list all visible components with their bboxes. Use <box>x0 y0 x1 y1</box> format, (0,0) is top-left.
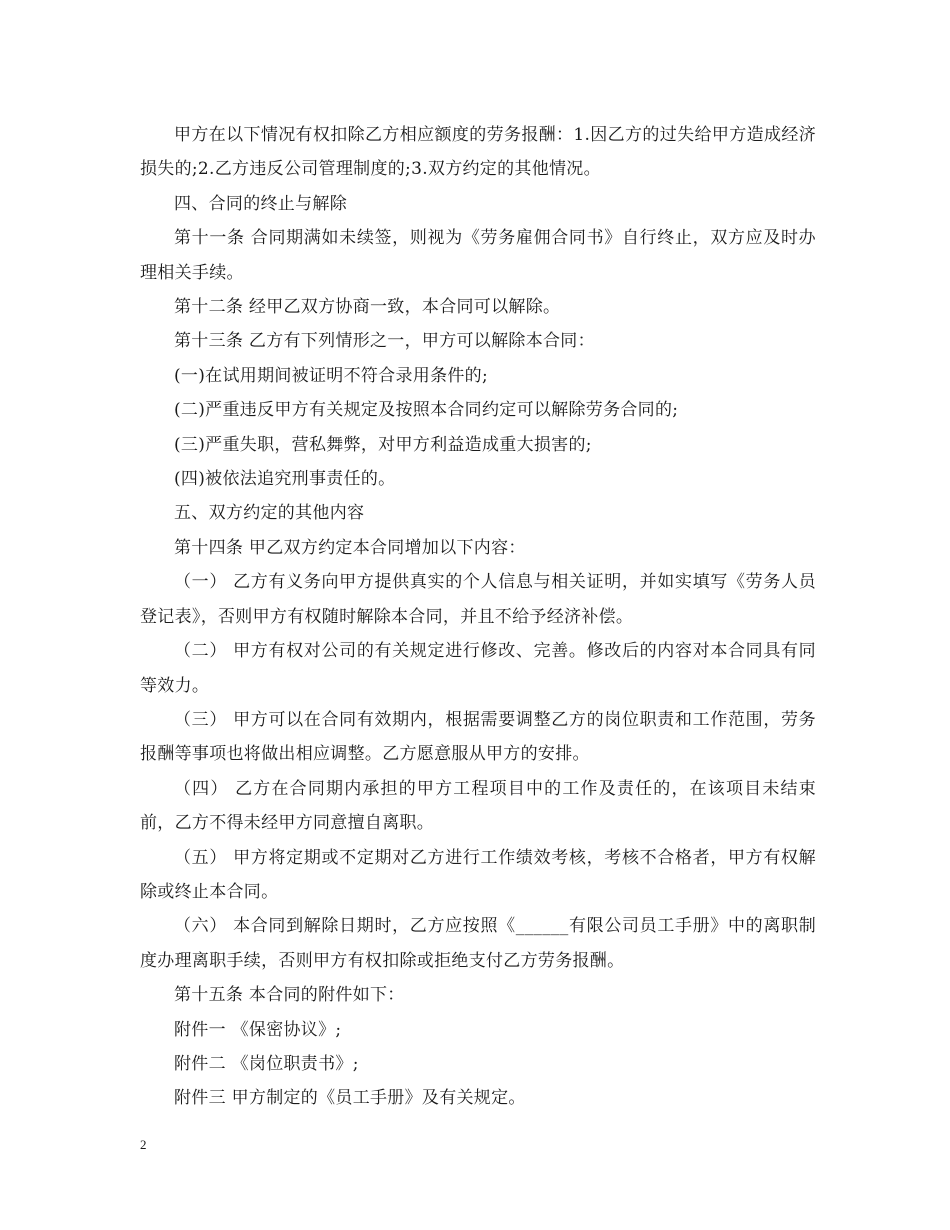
article-13-item-2: (二)严重违反甲方有关规定及按照本合同约定可以解除劳务合同的; <box>174 400 679 421</box>
article-14-item-1: （一） 乙方有义务向甲方提供真实的个人信息与相关证明，并如实填写《劳务人员登记表》，否则甲方有权随时解除本合同，并且不给予经济补偿。 <box>140 572 816 627</box>
attachment-2: 附件二 《岗位职责书》; <box>174 1053 359 1074</box>
article-13: 第十三条 乙方有下列情形之一，甲方可以解除本合同： <box>174 331 595 352</box>
article-13-item-1: (一)在试用期间被证明不符合录用条件的; <box>174 365 488 386</box>
attachment-1: 附件一 《保密协议》; <box>174 1019 342 1040</box>
article-11: 第十一条 合同期满如未续签，则视为《劳务雇佣合同书》自行终止，双方应及时办理相关手续。 <box>140 228 816 283</box>
article-14-item-6: （六） 本合同到解除日期时，乙方应按照《______有限公司员工手册》中的离职制度办理离职手续，否则甲方有权扣除或拒绝支付乙方劳务报酬。 <box>140 916 816 971</box>
article-14-item-2: （二） 甲方有权对公司的有关规定进行修改、完善。修改后的内容对本合同具有同等效力。 <box>140 641 816 696</box>
paragraph-deduction-clause: 甲方在以下情况有权扣除乙方相应额度的劳务报酬：1.因乙方的过失给甲方造成经济损失的;2.乙方违反公司管理制度的;3.双方约定的其他情况。 <box>140 125 816 180</box>
article-14: 第十四条 甲乙双方约定本合同增加以下内容： <box>174 537 526 558</box>
article-13-item-4: (四)被依法追究刑事责任的。 <box>174 469 396 490</box>
section-heading-other-content: 五、双方约定的其他内容 <box>174 503 365 524</box>
article-14-item-4: （四） 乙方在合同期内承担的甲方工程项目中的工作及责任的，在该项目未结束前，乙方不得未经甲方同意擅自离职。 <box>140 778 816 834</box>
document-body <box>140 118 816 1116</box>
page-number: 2 <box>140 1137 147 1152</box>
attachment-3: 附件三 甲方制定的《员工手册》及有关规定。 <box>174 1088 526 1109</box>
article-14-item-3: （三） 甲方可以在合同有效期内，根据需要调整乙方的岗位职责和工作范围，劳务报酬等事项也将做出相应调整。乙方愿意服从甲方的安排。 <box>140 709 816 765</box>
section-heading-termination: 四、合同的终止与解除 <box>174 193 347 214</box>
article-15: 第十五条 本合同的附件如下： <box>174 985 405 1006</box>
article-13-item-3: (三)严重失职，营私舞弊，对甲方利益造成重大损害的; <box>174 434 592 455</box>
article-14-item-5: （五） 甲方将定期或不定期对乙方进行工作绩效考核，考核不合格者，甲方有权解除或终止本合同。 <box>140 847 816 902</box>
article-12: 第十二条 经甲乙双方协商一致，本合同可以解除。 <box>174 297 561 318</box>
